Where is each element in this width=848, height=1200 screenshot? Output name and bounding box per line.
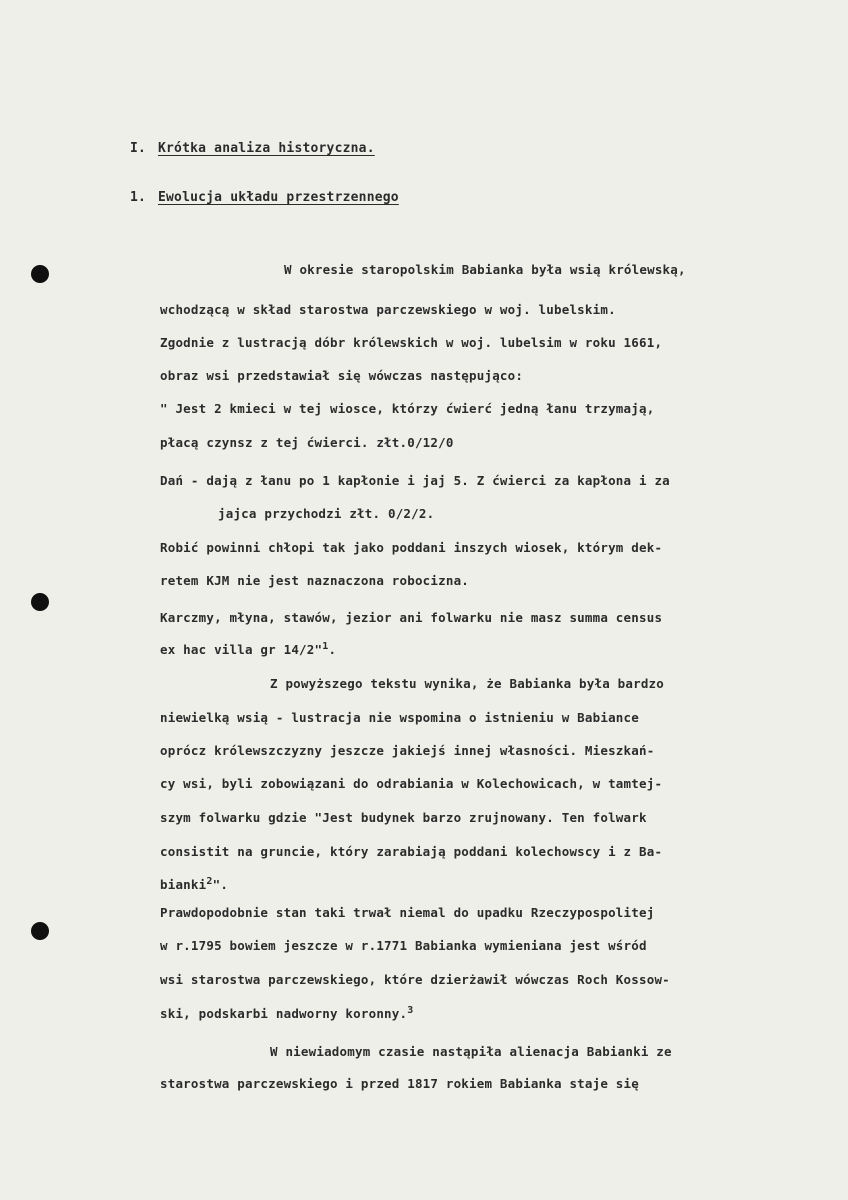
text-span: bianki bbox=[160, 877, 207, 892]
text-line: Zgodnie z lustracją dóbr królewskich w woj. lubelsim w roku 1661, bbox=[160, 335, 663, 350]
text-line: obraz wsi przedstawiał się wówczas następująco: bbox=[160, 368, 524, 383]
text-line: w r.1795 bowiem jeszcze w r.1771 Babianka wymieniana jest wśród bbox=[160, 938, 647, 953]
text-line: oprócz królewszczyzny jeszcze jakiejś innej własności. Mieszkań- bbox=[160, 743, 655, 758]
text-line: W niewiadomym czasie nastąpiła alienacja Babianki ze bbox=[270, 1044, 672, 1059]
text-line: jajca przychodzi złt. 0/2/2. bbox=[218, 506, 435, 521]
punch-hole bbox=[31, 593, 49, 611]
text-line: płacą czynsz z tej ćwierci. złt.0/12/0 bbox=[160, 435, 454, 450]
text-span: ski, podskarbi nadworny koronny. bbox=[160, 1006, 408, 1021]
text-line: wsi starostwa parczewskiego, które dzierżawił wówczas Roch Kossow- bbox=[160, 972, 670, 987]
section-number: 1. bbox=[130, 190, 147, 205]
text-line: Robić powinni chłopi tak jako poddani inszych wiosek, którym dek- bbox=[160, 540, 663, 555]
section-number: I. bbox=[130, 141, 147, 156]
text-span: ". bbox=[212, 877, 229, 892]
text-line: " Jest 2 kmieci w tej wiosce, którzy ćwierć jedną łanu trzymają, bbox=[160, 401, 655, 416]
text-span: ex hac villa gr 14/2" bbox=[160, 642, 323, 657]
text-line bbox=[160, 642, 336, 658]
section-title: Krótka analiza historyczna. bbox=[158, 141, 375, 156]
text-line: retem KJM nie jest naznaczona robocizna. bbox=[160, 573, 470, 588]
section-title: Ewolucja układu przestrzennego bbox=[158, 190, 399, 205]
text-line: starostwa parczewskiego i przed 1817 rokiem Babianka staje się bbox=[160, 1076, 639, 1091]
text-line: cy wsi, byli zobowiązani do odrabiania w Kolechowicach, w tamtej- bbox=[160, 776, 663, 791]
footnote-marker: 2 bbox=[206, 875, 213, 887]
footnote-marker: 3 bbox=[407, 1004, 414, 1016]
text-line: W okresie staropolskim Babianka była wsią królewską, bbox=[284, 262, 686, 277]
text-line: Dań - dają z łanu po 1 kapłonie i jaj 5. Z ćwierci za kapłona i za bbox=[160, 473, 670, 488]
text-line: niewielką wsią - lustracja nie wspomina o istnieniu w Babiance bbox=[160, 710, 639, 725]
text-line: wchodzącą w skład starostwa parczewskiego w woj. lubelskim. bbox=[160, 302, 616, 317]
text-line bbox=[160, 1006, 413, 1022]
section-heading-1 bbox=[130, 141, 375, 157]
text-line: szym folwarku gdzie "Jest budynek barzo zrujnowany. Ten folwark bbox=[160, 810, 647, 825]
text-line: Karczmy, młyna, stawów, jezior ani folwarku nie masz summa census bbox=[160, 610, 663, 625]
text-line: Z powyższego tekstu wynika, że Babianka była bardzo bbox=[270, 676, 665, 691]
text-span: . bbox=[328, 642, 337, 657]
punch-hole bbox=[31, 265, 49, 283]
section-heading-2 bbox=[130, 190, 399, 206]
footnote-marker: 1 bbox=[322, 640, 329, 652]
text-line bbox=[160, 877, 228, 893]
text-line: Prawdopodobnie stan taki trwał niemal do upadku Rzeczypospolitej bbox=[160, 905, 655, 920]
punch-hole bbox=[31, 922, 49, 940]
text-line: consistit na gruncie, który zarabiają poddani kolechowscy i z Ba- bbox=[160, 844, 663, 859]
